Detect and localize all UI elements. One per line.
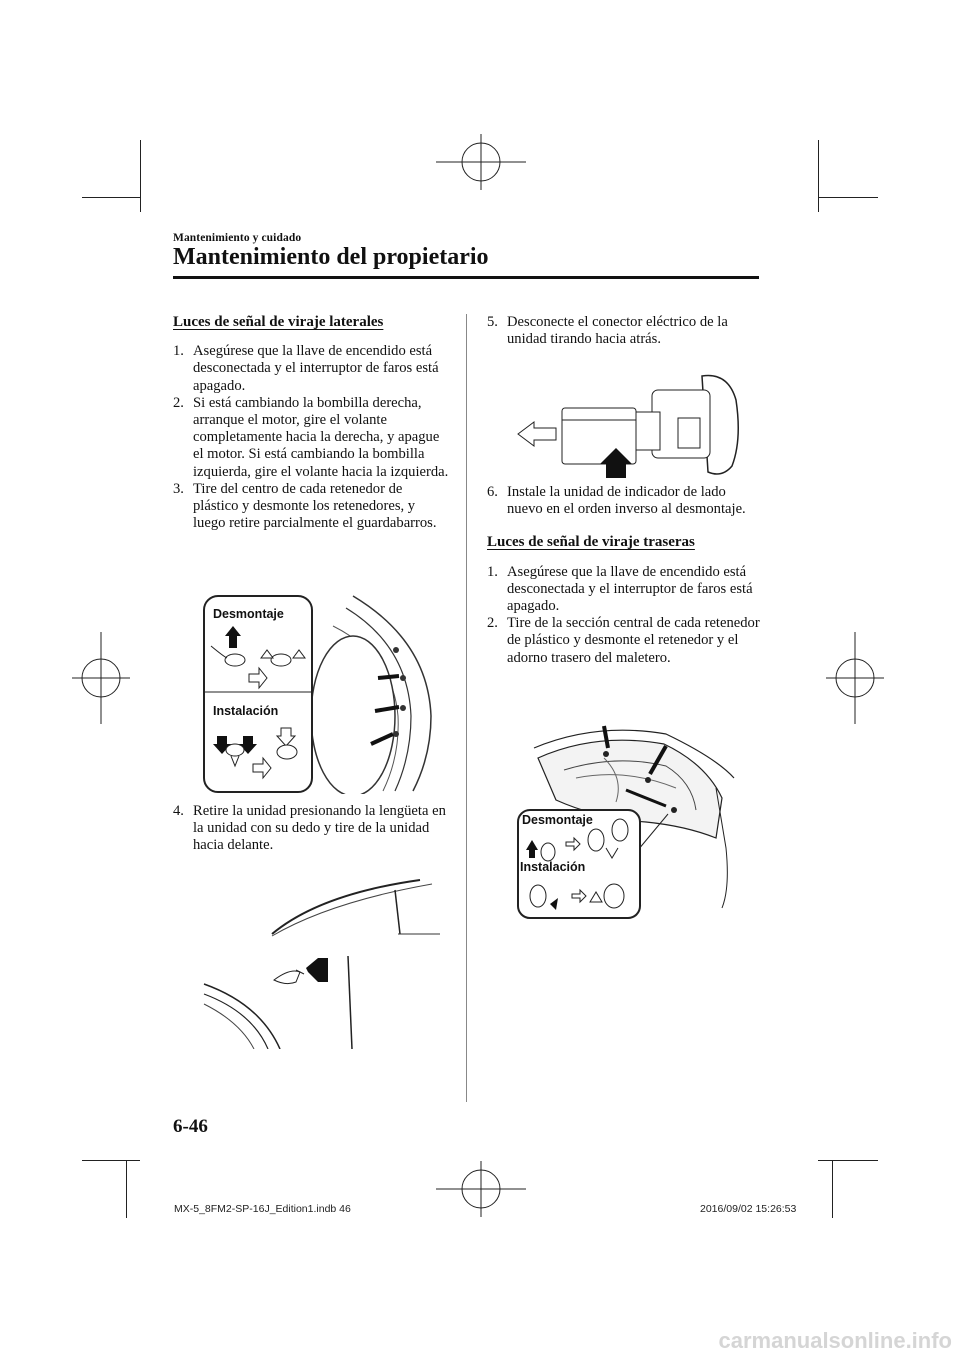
- left-column-step4: [173, 803, 453, 855]
- step-text: Tire de la sección central de cada retenedor de plástico y desmonte el retenedor y el adorno trasero del maletero.: [507, 615, 760, 666]
- step-number: 1.: [487, 563, 498, 580]
- registration-mark: [826, 632, 884, 724]
- step-text: Tire del centro de cada retenedor de plástico y desmonte los retenedores, y luego retire parcialmente el guardabarros.: [193, 480, 437, 532]
- registration-mark: [436, 1161, 526, 1217]
- step-text: Asegúrese que la llave de encendido está desconectada y el interruptor de faros está apagado.: [507, 563, 753, 615]
- registration-mark: [72, 632, 130, 724]
- footer-timestamp: 2016/09/02 15:26:53: [700, 1203, 797, 1215]
- step-number: 2.: [173, 394, 184, 411]
- step-item: [173, 395, 451, 481]
- removal-label: Desmontaje: [522, 813, 593, 827]
- page-number: 6-46: [173, 1116, 208, 1137]
- step-list: [173, 343, 451, 532]
- step-item: [487, 314, 763, 348]
- title-rule: [173, 276, 759, 279]
- side-signal-removal-figure: [200, 874, 440, 1049]
- registration-mark: [436, 134, 526, 190]
- section-heading: Luces de señal de viraje laterales: [173, 314, 384, 330]
- removal-label: Desmontaje: [213, 607, 284, 621]
- crop-mark: [140, 140, 141, 212]
- step-list: [487, 564, 763, 667]
- footer-filename: MX-5_8FM2-SP-16J_Edition1.indb 46: [174, 1203, 351, 1215]
- step-number: 2.: [487, 615, 498, 632]
- crop-mark: [818, 197, 878, 198]
- crop-mark: [82, 197, 140, 198]
- step-item: [487, 484, 763, 518]
- step-item: [173, 803, 453, 855]
- step-list: [487, 314, 763, 348]
- step-text: Desconecte el conector eléctrico de la unidad tirando hacia atrás.: [507, 314, 728, 348]
- column-divider: [466, 314, 467, 1102]
- step-number: 3.: [173, 480, 184, 497]
- right-column: [487, 484, 763, 667]
- step-text: Instale la unidad de indicador de lado nuevo en el orden inverso al desmontaje.: [507, 484, 746, 518]
- step-item: [487, 564, 763, 616]
- connector-figure: [512, 370, 742, 478]
- step-text: Asegúrese que la llave de encendido está desconectada y el interruptor de faros está apagado.: [193, 343, 439, 394]
- step-item: [173, 481, 451, 533]
- crop-mark: [126, 1160, 127, 1218]
- step-text: Retire la unidad presionando la lengüeta en la unidad con su dedo y tire de la unidad hacia delante.: [193, 803, 446, 854]
- watermark: carmanualsonline.info: [718, 1328, 952, 1353]
- trunk-trim-figure: [516, 718, 740, 920]
- crop-mark: [818, 140, 819, 212]
- step-number: 5.: [487, 314, 498, 330]
- right-column-step5: [487, 314, 763, 348]
- section-heading: Luces de señal de viraje traseras: [487, 534, 695, 551]
- step-number: 1.: [173, 343, 184, 360]
- crop-mark: [818, 1160, 878, 1161]
- step-number: 4.: [173, 803, 184, 819]
- crop-mark: [832, 1160, 833, 1218]
- section-label: Mantenimiento y cuidado: [173, 232, 302, 244]
- installation-label: Instalación: [520, 860, 586, 874]
- fender-retainer-figure: [203, 586, 443, 794]
- step-item: [173, 343, 451, 395]
- step-text: Si está cambiando la bombilla derecha, arranque el motor, gire el volante completamente hacia la derecha, y apague el motor. Si está cambiando la bombilla izquierda, gire el volante hacia la izquierda.: [193, 394, 449, 480]
- left-column: [173, 314, 451, 532]
- installation-label: Instalación: [213, 704, 279, 718]
- crop-mark: [82, 1160, 140, 1161]
- step-item: [487, 615, 763, 667]
- page-title: Mantenimiento del propietario: [173, 244, 489, 270]
- step-number: 6.: [487, 484, 498, 500]
- step-list: [487, 484, 763, 518]
- step-list: [173, 803, 453, 855]
